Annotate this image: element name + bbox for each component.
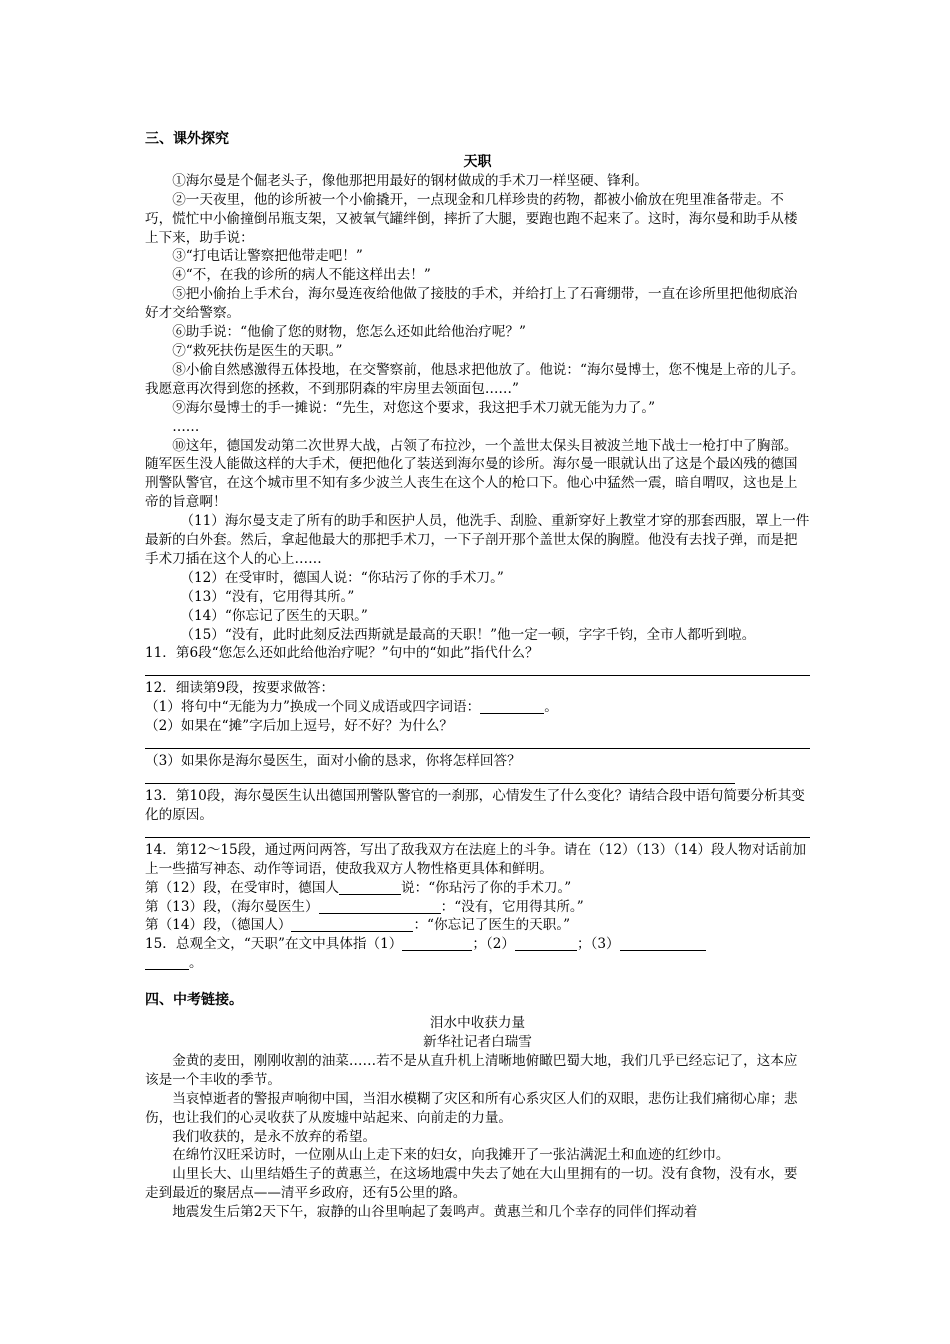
story-paragraph: ②一天夜里，他的诊所被一个小偷撬开，一点现金和几样珍贵的药物，都被小偷放在兜里准备带走。不巧，慌忙中小偷撞倒吊瓶支架，又被氧气罐绊倒，摔折了大腿，要跑也跑不起来了。这时，海尔曼和助手从楼上下来，助手说： <box>145 191 798 246</box>
article-paragraph: 山里长大、山里结婚生子的黄惠兰，在这场地震中失去了她在大山里拥有的一切。没有食物，没有水，要走到最近的聚居点——清平乡政府，还有5公里的路。 <box>145 1166 798 1202</box>
question-15-text: 15．总观全文，“天职”在文中具体指（1） <box>145 936 403 953</box>
story-paragraph: （15）“没有，此时此刻反法西斯就是最高的天职！”他一定一顿，字字千钧，全市人都听到啦。 <box>180 626 756 643</box>
article-paragraph: 金黄的麦田，刚刚收割的油菜……若不是从直升机上清晰地俯瞰巴蜀大地，我们几乎已经忘记了，这本应该是一个丰收的季节。 <box>145 1052 798 1088</box>
document-page <box>145 130 810 1222</box>
story-paragraph: （13）“没有，它用得其所。” <box>180 588 355 605</box>
story-paragraph: ①海尔曼是个倔老头子，像他那把用最好的钢材做成的手术刀一样坚硬、锋利。 <box>172 172 648 189</box>
question-14-b-text: 第（13）段，（海尔曼医生） <box>145 898 319 915</box>
answer-blank[interactable] <box>515 936 577 951</box>
article-paragraph: 我们收获的，是永不放弃的希望。 <box>172 1128 377 1145</box>
story-paragraph: （12）在受审时，德国人说：“你玷污了你的手术刀。” <box>180 569 504 586</box>
story-ellipsis: …… <box>172 418 200 435</box>
question-12: 12．细读第9段，按要求做答： <box>145 680 335 697</box>
story-paragraph: ⑧小偷自然感激得五体投地，在交警察前，他恳求把他放了。他说：“海尔曼博士，您不愧是上帝的儿子。我愿意再次得到您的拯救，不到那阴森的牢房里去领面包……” <box>145 361 805 397</box>
answer-line[interactable] <box>145 825 810 838</box>
question-11: 11．第6段“您怎么还如此给他治疗呢？”句中的“如此”指代什么？ <box>145 645 539 662</box>
answer-blank[interactable] <box>145 955 189 970</box>
story-paragraph: ⑥助手说：“他偷了您的财物，您怎么还如此给他治疗呢？” <box>172 324 526 341</box>
question-14-c-end: ：“你忘记了医生的天职。” <box>413 917 571 934</box>
story-title: 天职 <box>463 153 492 170</box>
question-14-a <box>145 879 810 898</box>
answer-line[interactable] <box>145 771 735 784</box>
story-paragraph: ⑩这年，德国发动第二次世界大战，占领了布拉沙，一个盖世太保头目被波兰地下战士一枪打中了胸部。随军医生没人能做这样的大手术，便把他化了装送到海尔曼的诊所。海尔曼一眼就认出了这是个最凶残的德国刑警队警官，在这个城市里不知有多少波兰人丧生在这个人的枪口下。他心中猛然一震，暗自喟叹，这也是上帝的旨意啊！ <box>145 437 798 511</box>
article-paragraph: 地震发生后第2天下午，寂静的山谷里响起了轰鸣声。黄惠兰和几个幸存的同伴们挥动着 <box>172 1204 698 1221</box>
question-12-1 <box>145 698 810 717</box>
answer-blank[interactable] <box>291 917 413 932</box>
article-paragraph: 在绵竹汉旺采访时，一位刚从山上走下来的妇女，向我摊开了一张沾满泥土和血迹的红纱巾。 <box>172 1147 730 1164</box>
story-paragraph: ⑨海尔曼博士的手一摊说：“先生，对您这个要求，我这把手术刀就无能为力了。” <box>172 399 656 416</box>
article-title: 泪水中收获力量 <box>429 1015 526 1032</box>
question-14-a-end: 说：“你玷污了你的手术刀。” <box>401 879 572 896</box>
answer-blank[interactable] <box>339 880 401 895</box>
question-12-2: （2）如果在“摊”字后加上逗号，好不好？为什么？ <box>145 718 454 735</box>
question-14-a-text: 第（12）段，在受审时，德国人 <box>145 879 340 896</box>
question-14-c <box>145 916 810 935</box>
question-12-3: （3）如果你是海尔曼医生，面对小偷的恳求，你将怎样回答？ <box>145 753 521 770</box>
question-15-sep1: ；（2） <box>472 936 515 953</box>
answer-line[interactable] <box>145 663 810 676</box>
question-14-c-text: 第（14）段，（德国人） <box>145 917 292 934</box>
question-12-1-text: （1）将句中“无能为力”换成一个同义成语或四字词语： <box>145 699 481 716</box>
question-12-1-end: 。 <box>544 699 558 716</box>
story-paragraph: ⑤把小偷抬上手术台，海尔曼连夜给他做了接肢的手术，并给打上了石膏绷带，一直在诊所里把他彻底治好才交给警察。 <box>145 286 798 322</box>
question-15-end: 。 <box>189 955 203 972</box>
story-paragraph: ④“不，在我的诊所的病人不能这样出去！” <box>172 267 431 284</box>
story-paragraph: （14）“你忘记了医生的天职。” <box>180 607 368 624</box>
answer-blank[interactable] <box>402 936 472 951</box>
answer-blank[interactable] <box>620 936 706 951</box>
article-paragraph: 当哀悼逝者的警报声响彻中国，当泪水模糊了灾区和所有心系灾区人们的双眼，悲伤让我们痛彻心扉；悲伤，也让我们的心灵收获了从废墟中站起来、向前走的力量。 <box>145 1090 798 1126</box>
answer-line[interactable] <box>145 736 810 749</box>
story-paragraph: ⑦“救死扶伤是医生的天职。” <box>172 342 343 359</box>
question-15-sep2: ；（3） <box>577 936 620 953</box>
answer-blank[interactable] <box>319 899 441 914</box>
answer-blank[interactable] <box>480 699 544 714</box>
question-14: 14．第12～15段，通过两问两答，写出了敌我双方在法庭上的斗争。请在（12）（13）（14）段人物对话前加上一些描写神态、动作等词语，使敌我双方人物性格更具体和鲜明。 <box>145 841 807 877</box>
article-byline: 新华社记者白瑞雪 <box>423 1033 532 1050</box>
question-14-b <box>145 898 810 917</box>
section-heading-4: 四、中考链接。 <box>145 992 243 1009</box>
question-15 <box>145 935 810 973</box>
story-paragraph: ③“打电话让警察把他带走吧！” <box>172 248 363 265</box>
question-13: 13．第10段，海尔曼医生认出德国刑警队警官的一刹那，心情发生了什么变化？请结合段中语句简要分析其变化的原因。 <box>145 788 805 823</box>
section-heading-3: 三、课外探究 <box>145 131 229 147</box>
story-paragraph: （11）海尔曼支走了所有的助手和医护人员，他洗手、刮脸、重新穿好上教堂才穿的那套西服，罩上一件最新的白外套。然后，拿起他最大的那把手术刀，一下子剖开那个盖世太保的胸膛。他没有去找子弹，而是把手术刀插在这个人的心上…… <box>145 513 810 567</box>
question-14-b-end: ：“没有，它用得其所。” <box>440 898 584 915</box>
